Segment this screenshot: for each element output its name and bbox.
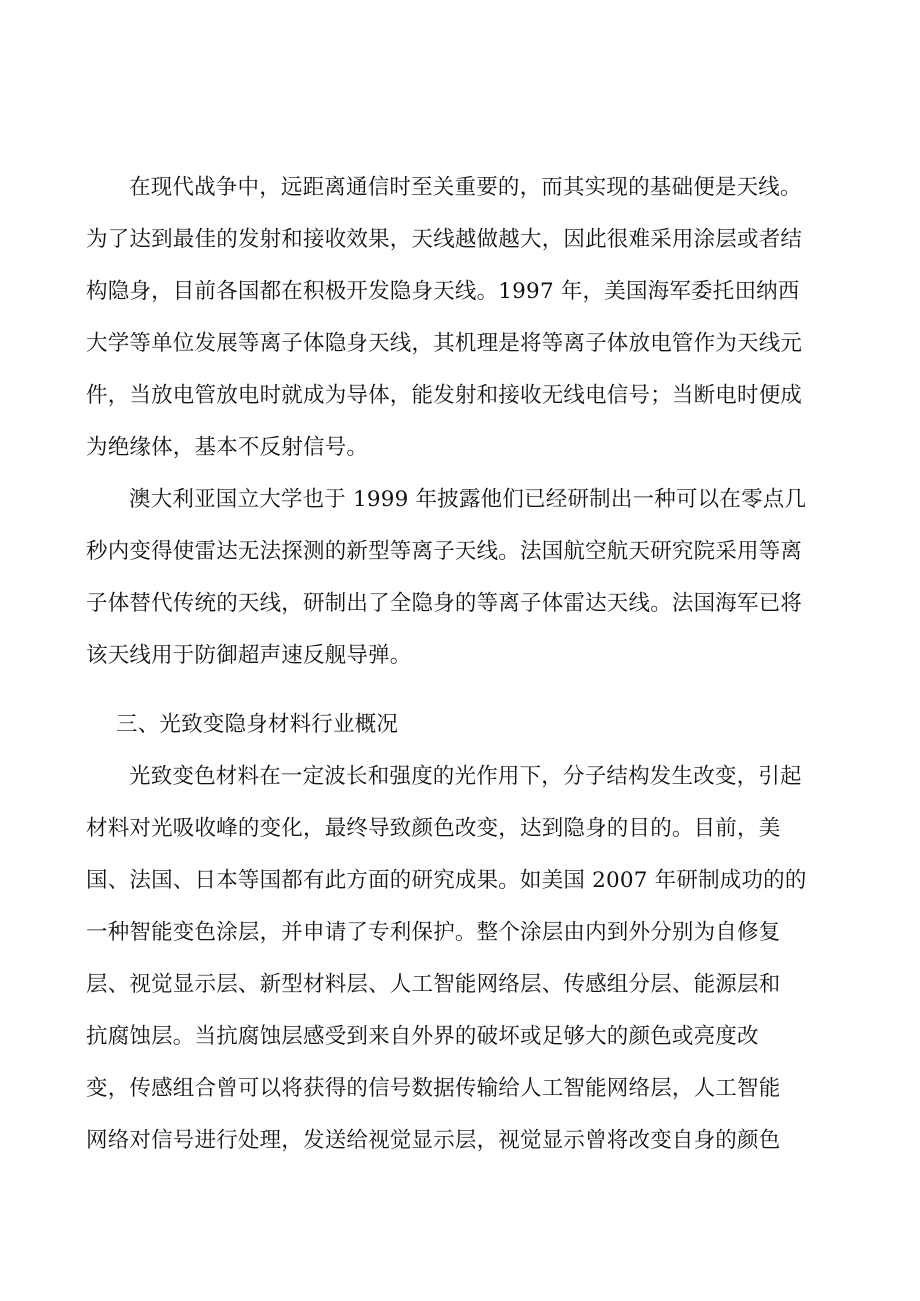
paragraph-australia-france — [86, 474, 846, 682]
section-heading: 三、光致变隐身材料行业概况 — [116, 712, 399, 737]
text-line: 为了达到最佳的发射和接收效果，天线越做越大，因此很难采用涂层或者结 — [86, 227, 803, 252]
text-line: 该天线用于防御超声速反舰导弹。 — [86, 643, 412, 668]
text-line: 件，当放电管放电时就成为导体，能发射和接收无线电信号；当断电时便成 — [86, 383, 803, 408]
text-line: 秒内变得使雷达无法探测的新型等离子天线。法国航空航天研究院采用等离 — [86, 539, 803, 564]
text-line: 材料对光吸收峰的变化，最终导致颜色改变，达到隐身的目的。目前，美 — [86, 816, 781, 841]
section-heading-block — [86, 699, 846, 751]
paragraph-plasma-antenna — [86, 162, 846, 474]
text-line: 在现代战争中，远距离通信时至关重要的，而其实现的基础便是天线。 — [129, 175, 802, 200]
paragraph-photochromic — [86, 751, 846, 1167]
text-line: 抗腐蚀层。当抗腐蚀层感受到来自外界的破坏或足够大的颜色或亮度改 — [86, 1024, 759, 1049]
text-line: 子体替代传统的天线，研制出了全隐身的等离子体雷达天线。法国海军已将 — [86, 591, 803, 616]
text-line: 国、法国、日本等国都有此方面的研究成果。如美国 2007 年研制成功的的 — [86, 868, 807, 893]
text-line: 构隐身，目前各国都在积极开发隐身天线。1997 年，美国海军委托田纳西 — [86, 279, 800, 304]
text-line: 一种智能变色涂层，并申请了专利保护。整个涂层由内到外分别为自修复 — [86, 920, 781, 945]
text-line: 澳大利亚国立大学也于 1999 年披露他们已经研制出一种可以在零点几 — [129, 487, 807, 512]
text-line: 层、视觉显示层、新型材料层、人工智能网络层、传感组分层、能源层和 — [86, 972, 781, 997]
text-line: 大学等单位发展等离子体隐身天线，其机理是将等离子体放电管作为天线元 — [86, 331, 803, 356]
text-line: 为绝缘体，基本不反射信号。 — [86, 435, 369, 460]
text-line: 变，传感组合曾可以将获得的信号数据传输给人工智能网络层，人工智能 — [86, 1076, 781, 1101]
text-line: 网络对信号进行处理，发送给视觉显示层，视觉显示曾将改变自身的颜色 — [86, 1128, 781, 1153]
text-line: 光致变色材料在一定波长和强度的光作用下，分子结构发生改变，引起 — [129, 764, 802, 789]
